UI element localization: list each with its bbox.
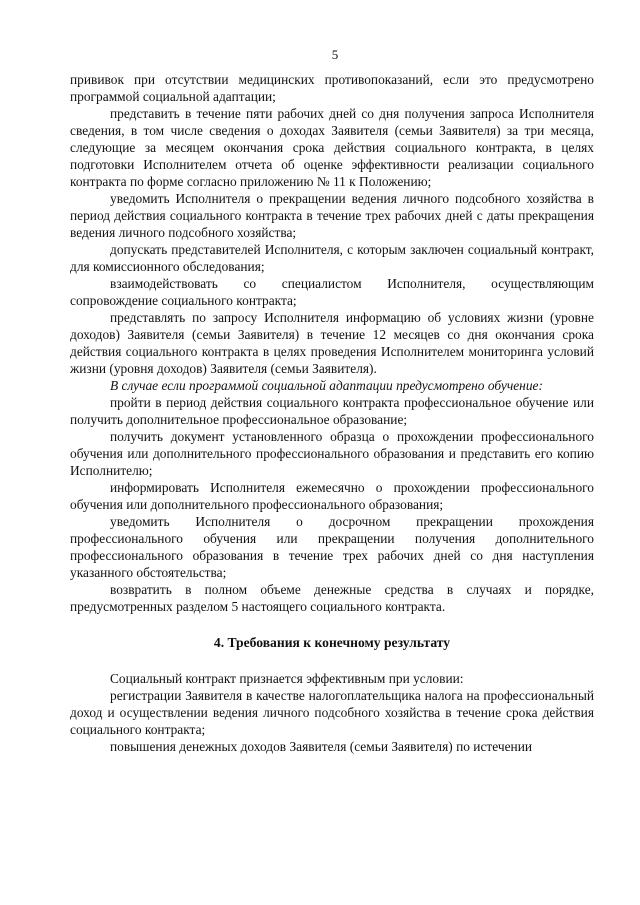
paragraph: пройти в период действия социального контракта профессиональное обучение или получить дополнительное профессиональное образование; [70,395,594,427]
paragraph: прививок при отсутствии медицинских противопоказаний, если это предусмотрено программой социальной адаптации; [70,72,594,104]
obligations-list [70,71,594,615]
paragraph: возвратить в полном объеме денежные средства в случаях и порядке, предусмотренных разделом 5 настоящего социального контракта. [70,582,594,614]
paragraph: взаимодействовать со специалистом Исполнителя, осуществляющим сопровождение социального контракта; [70,276,594,308]
paragraph: представить в течение пяти рабочих дней со дня получения запроса Исполнителя сведения, в том числе сведения о доходах Заявителя (семьи Заявителя) за три месяца, следующие за месяцем окончания срока действия социального контракта, в целях подготовки Исполнителем отчета об оценке эффективности реализации социального контракта по форме согласно приложению № 11 к Положению; [70,106,594,189]
section-heading: 4. Требования к конечному результату [213,635,451,650]
paragraph: уведомить Исполнителя о прекращении ведения личного подсобного хозяйства в период действия социального контракта в течение трех рабочих дней с даты прекращения ведения личного подсобного хозяйства; [70,191,594,240]
paragraph: Социальный контракт признается эффективным при условии: [110,671,464,686]
paragraph: получить документ установленного образца о прохождении профессионального обучения или дополнительного профессионального образования и представить его копию Исполнителю; [70,429,594,478]
paragraph: уведомить Исполнителя о досрочном прекращении прохождения профессионального обучения или прекращении получения дополнительного профессионального образования в течение трех рабочих дней со дня наступления указанного обстоятельства; [70,514,594,580]
paragraph: В случае если программой социальной адаптации предусмотрено обучение: [110,378,543,393]
paragraph: регистрации Заявителя в качестве налогоплательщика налога на профессиональный доход и осуществлении ведения личного подсобного хозяйства в течение срока действия социального контракта; [70,688,594,737]
paragraph: допускать представителей Исполнителя, с которым заключен социальный контракт, для комиссионного обследования; [70,242,594,274]
paragraph: информировать Исполнителя ежемесячно о прохождении профессионального обучения или дополнительного профессионального образования; [70,480,594,512]
paragraph: повышения денежных доходов Заявителя (семьи Заявителя) по истечении [110,739,533,754]
paragraph: представлять по запросу Исполнителя информацию об условиях жизни (уровне доходов) Заявителя (семьи Заявителя) в течение 12 месяцев со дня окончания срока действия социального контракта в целях проведения Исполнителем мониторинга условий жизни (уровня доходов) Заявителя (семьи Заявителя). [70,310,594,376]
document-body [70,71,594,755]
page-number: 5 [331,47,339,62]
result-requirements-list [70,670,594,755]
